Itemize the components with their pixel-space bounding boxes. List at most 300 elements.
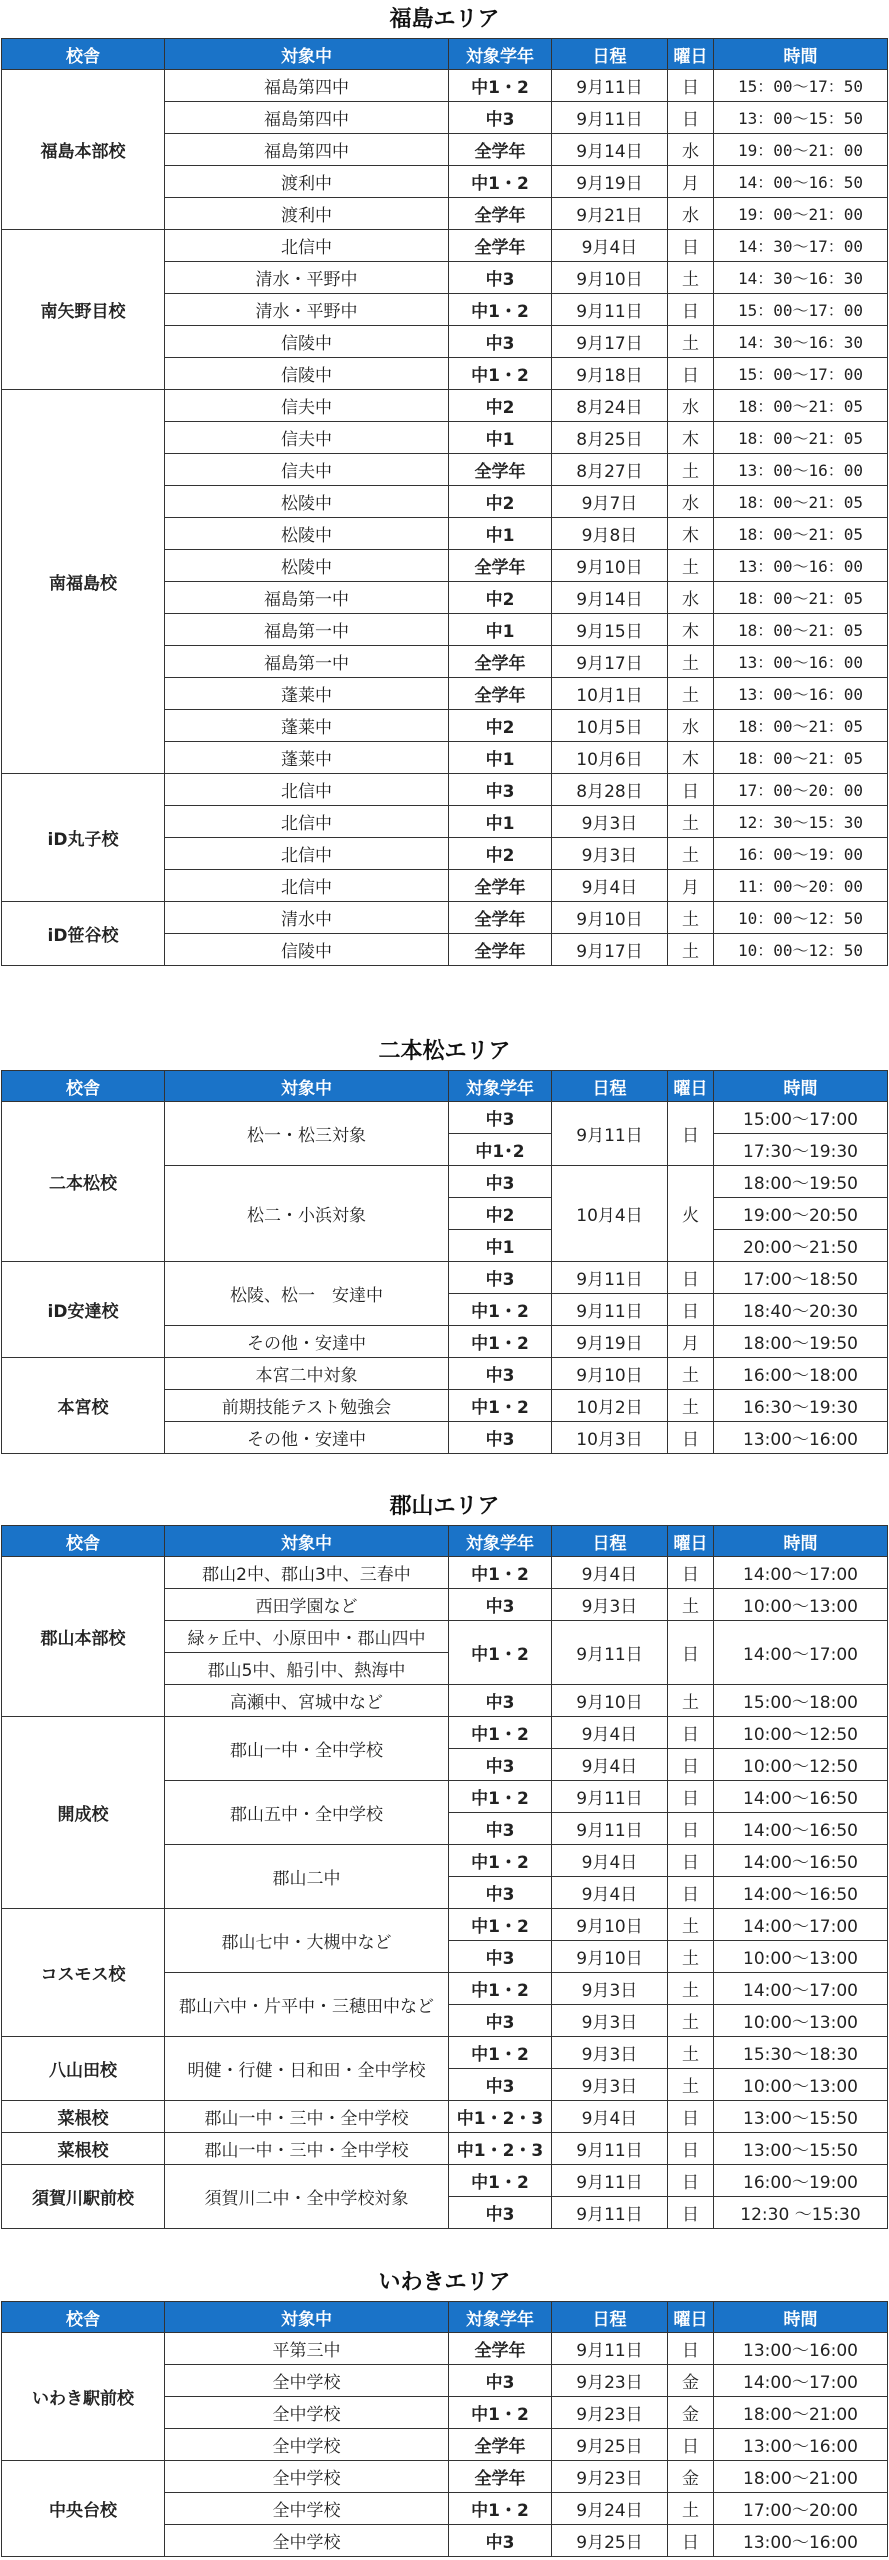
- date-cell: 9月11日: [552, 1294, 668, 1326]
- target-cell: その他・安達中: [165, 1422, 449, 1454]
- table-row: [2, 902, 888, 934]
- grade-cell: 中2: [449, 582, 552, 614]
- date-cell: 9月7日: [552, 486, 668, 518]
- grade-cell: 中1: [449, 1230, 552, 1262]
- dow-cell: 日: [668, 1262, 714, 1294]
- time-cell: 14:00〜17:00: [714, 1557, 888, 1589]
- date-cell: 10月2日: [552, 1390, 668, 1422]
- date-cell: 9月23日: [552, 2365, 668, 2397]
- time-cell: 18:40〜20:30: [714, 1294, 888, 1326]
- grade-cell: 中3: [449, 102, 552, 134]
- school-cell: iD笹谷校: [2, 902, 165, 966]
- time-cell: 19:00〜20:50: [714, 1198, 888, 1230]
- header-dow: 曜日: [668, 1526, 714, 1557]
- dow-cell: 日: [668, 294, 714, 326]
- dow-cell: 日: [668, 1557, 714, 1589]
- dow-cell: 土: [668, 1973, 714, 2005]
- dow-cell: 木: [668, 614, 714, 646]
- header-target: 対象中: [165, 1071, 449, 1102]
- date-cell: 9月11日: [552, 2133, 668, 2165]
- table-row: [2, 2037, 888, 2069]
- school-cell: 須賀川駅前校: [2, 2165, 165, 2229]
- grade-cell: 中1・2: [449, 1326, 552, 1358]
- dow-cell: 土: [668, 326, 714, 358]
- dow-cell: 水: [668, 390, 714, 422]
- header-school: 校舎: [2, 1526, 165, 1557]
- grade-cell: 中3: [449, 1813, 552, 1845]
- target-cell: 北信中: [165, 870, 449, 902]
- date-cell: 9月18日: [552, 358, 668, 390]
- time-cell: 14:00〜16:50: [714, 1813, 888, 1845]
- time-cell: 10:00〜12:50: [714, 1749, 888, 1781]
- dow-cell: 日: [668, 1621, 714, 1685]
- time-cell: 14:00〜16:50: [714, 1781, 888, 1813]
- grade-cell: 中1: [449, 742, 552, 774]
- target-cell: 信夫中: [165, 422, 449, 454]
- time-cell: 13：00〜15：50: [714, 102, 888, 134]
- grade-cell: 中1: [449, 518, 552, 550]
- target-cell: 北信中: [165, 838, 449, 870]
- target-cell: 全中学校: [165, 2525, 449, 2557]
- time-cell: 18：00〜21：05: [714, 486, 888, 518]
- table-row: [2, 70, 888, 102]
- target-cell: 郡山五中・全中学校: [165, 1781, 449, 1845]
- header-target: 対象中: [165, 1526, 449, 1557]
- grade-cell: 中2: [449, 486, 552, 518]
- date-cell: 9月14日: [552, 582, 668, 614]
- date-cell: 9月3日: [552, 2037, 668, 2069]
- table-row: [2, 2165, 888, 2197]
- time-cell: 14:00〜17:00: [714, 1973, 888, 2005]
- grade-cell: 中2: [449, 710, 552, 742]
- time-cell: 10:00〜13:00: [714, 1589, 888, 1621]
- dow-cell: 日: [668, 2333, 714, 2365]
- time-cell: 13：00〜16：00: [714, 550, 888, 582]
- date-cell: 9月10日: [552, 1941, 668, 1973]
- date-cell: 9月25日: [552, 2429, 668, 2461]
- dow-cell: 土: [668, 806, 714, 838]
- grade-cell: 全学年: [449, 646, 552, 678]
- target-cell: 前期技能テスト勉強会: [165, 1390, 449, 1422]
- dow-cell: 日: [668, 1813, 714, 1845]
- dow-cell: 土: [668, 2493, 714, 2525]
- header-target: 対象中: [165, 2302, 449, 2333]
- header-grade: 対象学年: [449, 1526, 552, 1557]
- time-cell: 18:00〜19:50: [714, 1326, 888, 1358]
- section-title-iwaki: いわきエリア: [378, 2270, 511, 2295]
- target-cell: 北信中: [165, 230, 449, 262]
- dow-cell: 土: [668, 2037, 714, 2069]
- time-cell: 10：00〜12：50: [714, 902, 888, 934]
- time-cell: 10:00〜13:00: [714, 2005, 888, 2037]
- table-row: [2, 230, 888, 262]
- dow-cell: 火: [668, 1166, 714, 1262]
- grade-cell: 中3: [449, 1262, 552, 1294]
- grade-cell: 中3: [449, 1102, 552, 1134]
- grade-cell: 中3: [449, 1877, 552, 1909]
- time-cell: 10：00〜12：50: [714, 934, 888, 966]
- grade-cell: 中3: [449, 1749, 552, 1781]
- grade-cell: 全学年: [449, 902, 552, 934]
- date-cell: 9月10日: [552, 1685, 668, 1717]
- target-cell: 福島第四中: [165, 70, 449, 102]
- school-cell: iD丸子校: [2, 774, 165, 902]
- time-cell: 17：00〜20：00: [714, 774, 888, 806]
- target-cell: 平第三中: [165, 2333, 449, 2365]
- target-cell: 福島第一中: [165, 614, 449, 646]
- grade-cell: 中1・2・3: [449, 2133, 552, 2165]
- header-target: 対象中: [165, 39, 449, 70]
- target-cell: 高瀬中、宮城中など: [165, 1685, 449, 1717]
- header-time: 時間: [714, 1071, 888, 1102]
- school-cell: 南福島校: [2, 390, 165, 774]
- target-cell: 全中学校: [165, 2461, 449, 2493]
- date-cell: 9月4日: [552, 2101, 668, 2133]
- grade-cell: 中2: [449, 390, 552, 422]
- fukushima-table: [1, 38, 888, 966]
- target-cell: 郡山七中・大槻中など: [165, 1909, 449, 1973]
- date-cell: 9月17日: [552, 326, 668, 358]
- dow-cell: 日: [668, 1422, 714, 1454]
- grade-cell: 全学年: [449, 2429, 552, 2461]
- header-school: 校舎: [2, 1071, 165, 1102]
- grade-cell: 全学年: [449, 454, 552, 486]
- table-row: [2, 2101, 888, 2133]
- dow-cell: 金: [668, 2365, 714, 2397]
- dow-cell: 日: [668, 2197, 714, 2229]
- date-cell: 9月23日: [552, 2397, 668, 2429]
- time-cell: 12:30 〜15:30: [714, 2197, 888, 2229]
- dow-cell: 土: [668, 2069, 714, 2101]
- header-school: 校舎: [2, 39, 165, 70]
- grade-cell: 中3: [449, 1422, 552, 1454]
- time-cell: 20:00〜21:50: [714, 1230, 888, 1262]
- header-date: 日程: [552, 2302, 668, 2333]
- school-cell: 二本松校: [2, 1102, 165, 1262]
- target-cell: 緑ヶ丘中、小原田中・郡山四中: [165, 1621, 449, 1653]
- table-row: [2, 2133, 888, 2165]
- dow-cell: 土: [668, 1589, 714, 1621]
- time-cell: 15：00〜17：00: [714, 358, 888, 390]
- time-cell: 15：00〜17：50: [714, 70, 888, 102]
- school-cell: 福島本部校: [2, 70, 165, 230]
- dow-cell: 木: [668, 422, 714, 454]
- date-cell: 9月4日: [552, 230, 668, 262]
- target-cell: 清水・平野中: [165, 262, 449, 294]
- table-row: [2, 1102, 888, 1134]
- target-cell: 明健・行健・日和田・全中学校: [165, 2037, 449, 2101]
- school-cell: 菜根校: [2, 2101, 165, 2133]
- time-cell: 14:00〜17:00: [714, 1909, 888, 1941]
- table-header-row: [2, 39, 888, 70]
- grade-cell: 中1・2: [449, 1390, 552, 1422]
- dow-cell: 土: [668, 454, 714, 486]
- date-cell: 9月4日: [552, 1845, 668, 1877]
- nihonmatsu-table: [1, 1070, 888, 1454]
- koriyama-table: [1, 1525, 888, 2229]
- date-cell: 9月4日: [552, 1877, 668, 1909]
- grade-cell: 全学年: [449, 230, 552, 262]
- grade-cell: 中1・2: [449, 2493, 552, 2525]
- grade-cell: 中1・2: [449, 1781, 552, 1813]
- date-cell: 9月10日: [552, 1358, 668, 1390]
- table-row: [2, 1717, 888, 1749]
- date-cell: 9月10日: [552, 902, 668, 934]
- table-row: [2, 390, 888, 422]
- dow-cell: 日: [668, 358, 714, 390]
- time-cell: 14：30〜16：30: [714, 262, 888, 294]
- table-header-row: [2, 2302, 888, 2333]
- grade-cell: 中3: [449, 2005, 552, 2037]
- date-cell: 9月11日: [552, 294, 668, 326]
- target-cell: 渡利中: [165, 198, 449, 230]
- table-row: [2, 1909, 888, 1941]
- target-cell: 全中学校: [165, 2493, 449, 2525]
- dow-cell: 日: [668, 1845, 714, 1877]
- grade-cell: 中1: [449, 806, 552, 838]
- time-cell: 18:00〜21:00: [714, 2461, 888, 2493]
- time-cell: 15:00〜18:00: [714, 1685, 888, 1717]
- grade-cell: 中1・2: [449, 2037, 552, 2069]
- target-cell: 蓬莱中: [165, 742, 449, 774]
- school-cell: 南矢野目校: [2, 230, 165, 390]
- target-cell: 清水・平野中: [165, 294, 449, 326]
- dow-cell: 日: [668, 230, 714, 262]
- target-cell: 郡山一中・全中学校: [165, 1717, 449, 1781]
- dow-cell: 日: [668, 2101, 714, 2133]
- grade-cell: 中1・2: [449, 1717, 552, 1749]
- date-cell: 9月10日: [552, 262, 668, 294]
- grade-cell: 全学年: [449, 550, 552, 582]
- target-cell: 福島第一中: [165, 646, 449, 678]
- dow-cell: 日: [668, 1102, 714, 1166]
- date-cell: 10月4日: [552, 1166, 668, 1262]
- dow-cell: 月: [668, 870, 714, 902]
- time-cell: 14:00〜16:50: [714, 1845, 888, 1877]
- date-cell: 9月17日: [552, 646, 668, 678]
- grade-cell: 全学年: [449, 2333, 552, 2365]
- time-cell: 13:00〜16:00: [714, 2333, 888, 2365]
- dow-cell: 水: [668, 582, 714, 614]
- date-cell: 9月11日: [552, 1781, 668, 1813]
- time-cell: 17:30〜19:30: [714, 1134, 888, 1166]
- date-cell: 9月11日: [552, 1262, 668, 1294]
- dow-cell: 土: [668, 1685, 714, 1717]
- dow-cell: 水: [668, 486, 714, 518]
- grade-cell: 中1・2: [449, 2165, 552, 2197]
- date-cell: 10月5日: [552, 710, 668, 742]
- dow-cell: 水: [668, 710, 714, 742]
- date-cell: 10月1日: [552, 678, 668, 710]
- time-cell: 14：30〜17：00: [714, 230, 888, 262]
- target-cell: 松一・松三対象: [165, 1102, 449, 1166]
- grade-cell: 中1・2: [449, 1294, 552, 1326]
- date-cell: 9月11日: [552, 2165, 668, 2197]
- target-cell: 信夫中: [165, 390, 449, 422]
- grade-cell: 中2: [449, 1198, 552, 1230]
- table-row: [2, 1358, 888, 1390]
- dow-cell: 土: [668, 934, 714, 966]
- date-cell: 9月15日: [552, 614, 668, 646]
- time-cell: 14：00〜16：50: [714, 166, 888, 198]
- dow-cell: 木: [668, 518, 714, 550]
- dow-cell: 土: [668, 838, 714, 870]
- grade-cell: 中3: [449, 1358, 552, 1390]
- grade-cell: 中1・2・3: [449, 2101, 552, 2133]
- time-cell: 13:00〜15:50: [714, 2133, 888, 2165]
- date-cell: 9月11日: [552, 2333, 668, 2365]
- time-cell: 18:00〜21:00: [714, 2397, 888, 2429]
- dow-cell: 土: [668, 678, 714, 710]
- school-cell: いわき駅前校: [2, 2333, 165, 2461]
- school-cell: 中央台校: [2, 2461, 165, 2557]
- header-grade: 対象学年: [449, 2302, 552, 2333]
- target-cell: 郡山一中・三中・全中学校: [165, 2133, 449, 2165]
- dow-cell: 日: [668, 1749, 714, 1781]
- time-cell: 13:00〜16:00: [714, 1422, 888, 1454]
- time-cell: 13:00〜16:00: [714, 2429, 888, 2461]
- date-cell: 9月4日: [552, 1557, 668, 1589]
- table-header-row: [2, 1526, 888, 1557]
- time-cell: 13:00〜15:50: [714, 2101, 888, 2133]
- dow-cell: 日: [668, 2525, 714, 2557]
- date-cell: 9月4日: [552, 1749, 668, 1781]
- target-cell: 本宮二中対象: [165, 1358, 449, 1390]
- target-cell: 松陵中: [165, 550, 449, 582]
- date-cell: 9月3日: [552, 806, 668, 838]
- date-cell: 9月11日: [552, 70, 668, 102]
- time-cell: 18：00〜21：05: [714, 518, 888, 550]
- target-cell: 福島第四中: [165, 102, 449, 134]
- target-cell: 全中学校: [165, 2429, 449, 2461]
- header-dow: 曜日: [668, 39, 714, 70]
- date-cell: 9月3日: [552, 1973, 668, 2005]
- time-cell: 19：00〜21：00: [714, 198, 888, 230]
- target-cell: 北信中: [165, 806, 449, 838]
- dow-cell: 水: [668, 198, 714, 230]
- grade-cell: 中1・2: [449, 1621, 552, 1685]
- dow-cell: 木: [668, 742, 714, 774]
- target-cell: 清水中: [165, 902, 449, 934]
- date-cell: 9月14日: [552, 134, 668, 166]
- header-date: 日程: [552, 1526, 668, 1557]
- dow-cell: 日: [668, 1294, 714, 1326]
- section-title-nihonmatsu: 二本松エリア: [378, 1039, 511, 1064]
- dow-cell: 日: [668, 70, 714, 102]
- header-date: 日程: [552, 39, 668, 70]
- grade-cell: 中3: [449, 1685, 552, 1717]
- header-grade: 対象学年: [449, 1071, 552, 1102]
- grade-cell: 中3: [449, 262, 552, 294]
- time-cell: 15：00〜17：00: [714, 294, 888, 326]
- target-cell: 郡山二中: [165, 1845, 449, 1909]
- grade-cell: 中1・2: [449, 1845, 552, 1877]
- date-cell: 9月17日: [552, 934, 668, 966]
- grade-cell: 全学年: [449, 198, 552, 230]
- target-cell: 松陵、松一 安達中: [165, 1262, 449, 1326]
- target-cell: 信陵中: [165, 358, 449, 390]
- grade-cell: 中3: [449, 2525, 552, 2557]
- grade-cell: 中3: [449, 2197, 552, 2229]
- target-cell: 福島第四中: [165, 134, 449, 166]
- time-cell: 19：00〜21：00: [714, 134, 888, 166]
- target-cell: 郡山六中・片平中・三穂田中など: [165, 1973, 449, 2037]
- time-cell: 10:00〜13:00: [714, 2069, 888, 2101]
- table-row: [2, 2333, 888, 2365]
- header-dow: 曜日: [668, 2302, 714, 2333]
- dow-cell: 日: [668, 1717, 714, 1749]
- dow-cell: 日: [668, 1781, 714, 1813]
- time-cell: 10:00〜12:50: [714, 1717, 888, 1749]
- time-cell: 16:00〜18:00: [714, 1358, 888, 1390]
- date-cell: 9月11日: [552, 2197, 668, 2229]
- date-cell: 9月8日: [552, 518, 668, 550]
- time-cell: 12：30〜15：30: [714, 806, 888, 838]
- grade-cell: 中1・2: [449, 166, 552, 198]
- target-cell: 全中学校: [165, 2397, 449, 2429]
- date-cell: 9月25日: [552, 2525, 668, 2557]
- date-cell: 9月3日: [552, 1589, 668, 1621]
- header-time: 時間: [714, 39, 888, 70]
- target-cell: 信陵中: [165, 934, 449, 966]
- date-cell: 9月3日: [552, 2005, 668, 2037]
- date-cell: 9月23日: [552, 2461, 668, 2493]
- target-cell: その他・安達中: [165, 1326, 449, 1358]
- dow-cell: 水: [668, 134, 714, 166]
- grade-cell: 中1・2: [449, 1557, 552, 1589]
- grade-cell: 中1・2: [449, 1973, 552, 2005]
- grade-cell: 中3: [449, 326, 552, 358]
- dow-cell: 日: [668, 2165, 714, 2197]
- time-cell: 10:00〜13:00: [714, 1941, 888, 1973]
- dow-cell: 土: [668, 1909, 714, 1941]
- grade-cell: 全学年: [449, 2461, 552, 2493]
- dow-cell: 土: [668, 1358, 714, 1390]
- grade-cell: 全学年: [449, 678, 552, 710]
- target-cell: 郡山2中、郡山3中、三春中: [165, 1557, 449, 1589]
- grade-cell: 全学年: [449, 870, 552, 902]
- table-row: [2, 1262, 888, 1294]
- date-cell: 8月25日: [552, 422, 668, 454]
- time-cell: 13：00〜16：00: [714, 646, 888, 678]
- date-cell: 9月19日: [552, 166, 668, 198]
- date-cell: 9月10日: [552, 1909, 668, 1941]
- header-school: 校舎: [2, 2302, 165, 2333]
- time-cell: 13:00〜16:00: [714, 2525, 888, 2557]
- time-cell: 15:30〜18:30: [714, 2037, 888, 2069]
- header-date: 日程: [552, 1071, 668, 1102]
- grade-cell: 中3: [449, 1166, 552, 1198]
- grade-cell: 全学年: [449, 134, 552, 166]
- table-row: [2, 774, 888, 806]
- iwaki-table: [1, 2301, 888, 2557]
- dow-cell: 土: [668, 550, 714, 582]
- dow-cell: 日: [668, 774, 714, 806]
- table-row: [2, 1557, 888, 1589]
- dow-cell: 月: [668, 166, 714, 198]
- target-cell: 西田学園など: [165, 1589, 449, 1621]
- target-cell: 郡山5中、船引中、熱海中: [165, 1653, 449, 1685]
- time-cell: 14:00〜16:50: [714, 1877, 888, 1909]
- time-cell: 18：00〜21：05: [714, 742, 888, 774]
- grade-cell: 中1・2: [449, 2397, 552, 2429]
- date-cell: 8月24日: [552, 390, 668, 422]
- school-cell: 本宮校: [2, 1358, 165, 1454]
- time-cell: 16：00〜19：00: [714, 838, 888, 870]
- header-time: 時間: [714, 1526, 888, 1557]
- school-cell: iD安達校: [2, 1262, 165, 1358]
- target-cell: 北信中: [165, 774, 449, 806]
